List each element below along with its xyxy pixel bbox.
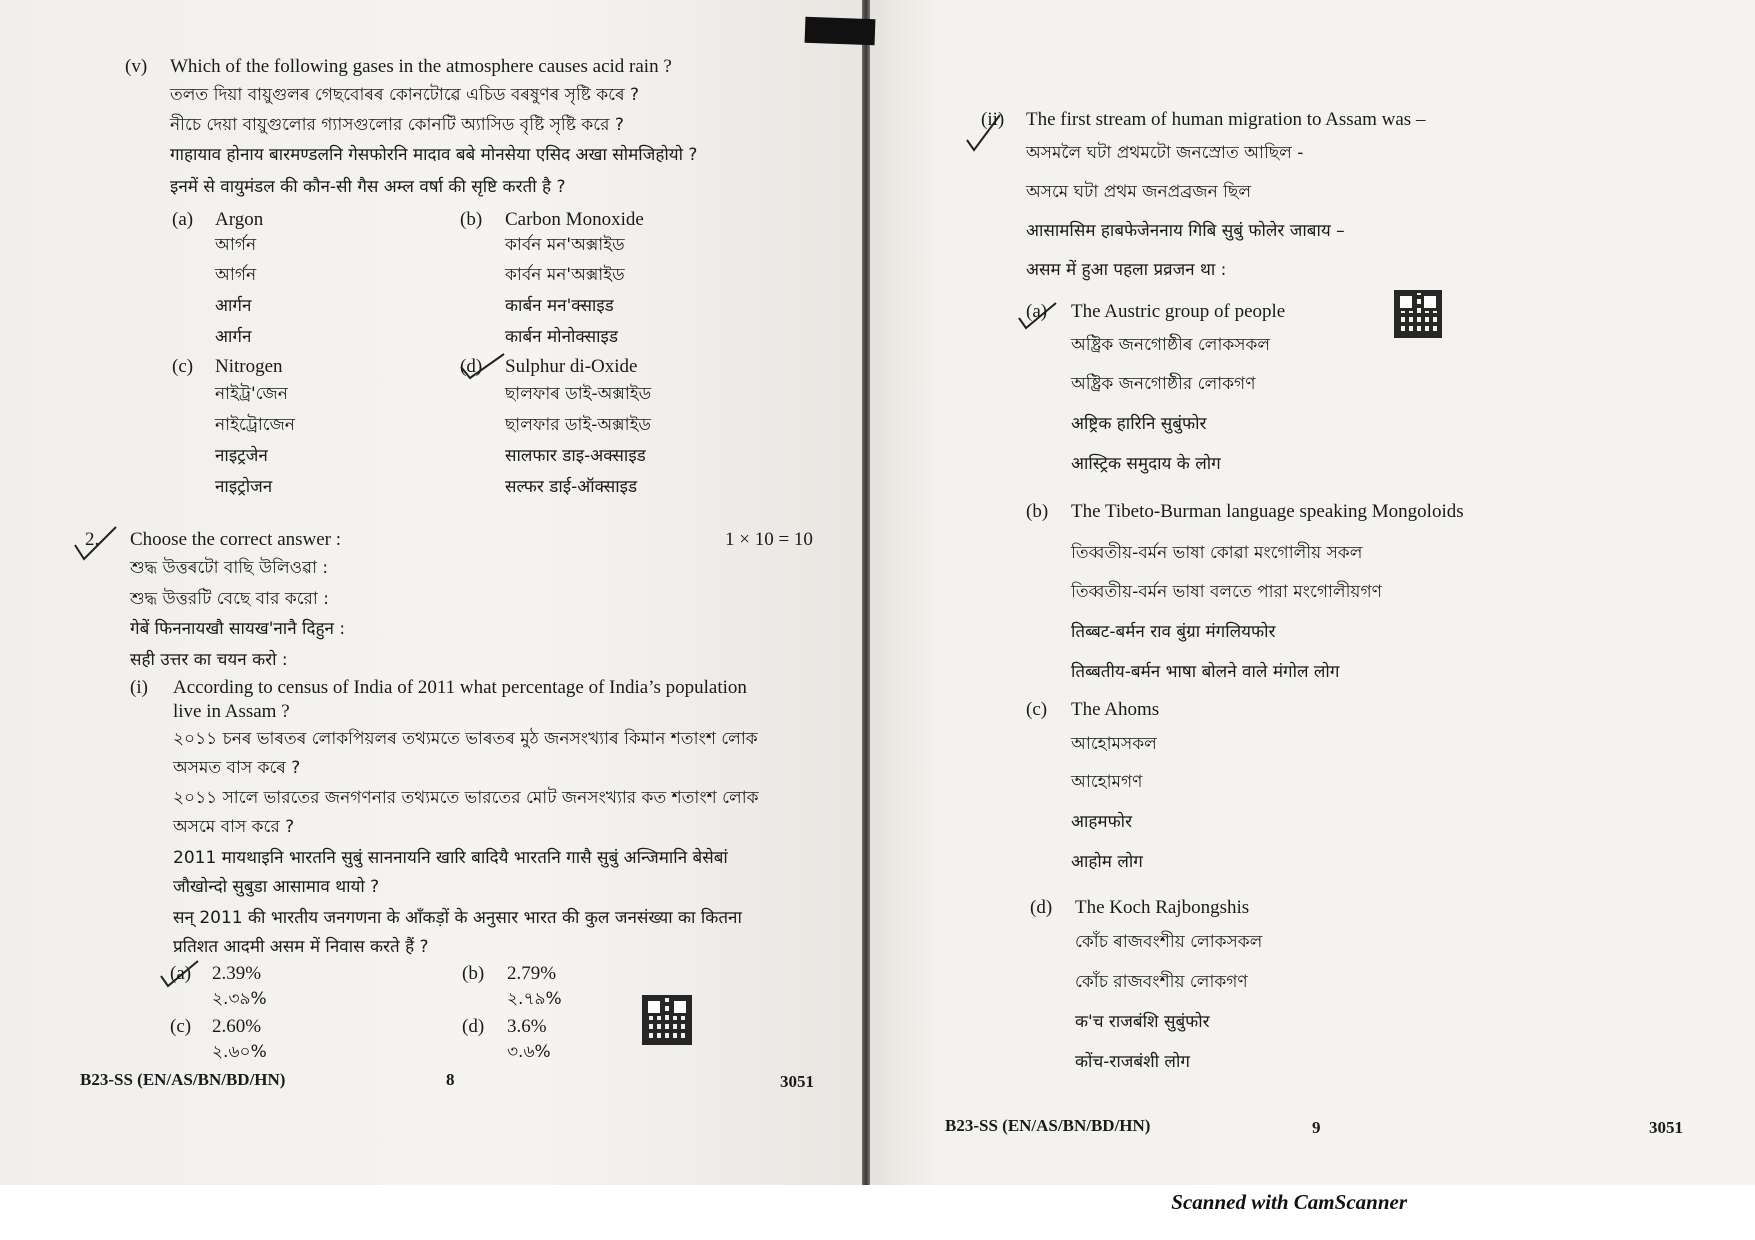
- section-heading: Choose the correct answer :: [130, 529, 342, 550]
- spine-tab-mark: [805, 17, 876, 45]
- option-key: (b): [1026, 501, 1049, 522]
- marks-label: 1 × 10 = 10: [725, 529, 813, 550]
- page-number: 9: [1312, 1118, 1321, 1137]
- option-tr: কাৰ্বন মন'অক্সাইড: [505, 235, 625, 255]
- footer-code: B23-SS (EN/AS/BN/BD/HN): [80, 1070, 286, 1089]
- option-tr: নাইট্রোজেন: [215, 415, 295, 435]
- option-tr: नाइट्रजेन: [215, 446, 268, 466]
- option-key: (a): [1026, 301, 1048, 322]
- option-text: The Tibeto-Burman language speaking Mongoloids: [1071, 501, 1464, 522]
- option-key: (d): [460, 356, 483, 377]
- question-text-bd: 2011 मायथाइनि भारतनि सुबुं साननायनि खारि बादियै भारतनि गासै सुबुं अन्जिमानि बेसेबां: [173, 848, 728, 868]
- option-tr: नाइट्रोजन: [215, 477, 273, 497]
- option-key: (d): [462, 1016, 485, 1037]
- option-tr: कार्बन मन'क्साइड: [505, 296, 614, 316]
- option-value: 2.39%: [212, 963, 262, 984]
- question-text-bd: जौखोन्दो सुबुडा आसामाव थायो ?: [173, 877, 380, 897]
- option-text: Carbon Monoxide: [505, 209, 644, 230]
- option-tr: तिब्बट-बर्मन राव बुंग्रा मंगलियफोर: [1071, 622, 1276, 642]
- option-tr: আহোমগণ: [1071, 772, 1143, 792]
- scanner-watermark: Scanned with CamScanner: [1171, 1190, 1407, 1214]
- option-tr: अष्ट्रिक हारिनि सुबुंफोर: [1071, 414, 1207, 434]
- option-text: The Austric group of people: [1071, 301, 1286, 322]
- question-text-bn: অসমে বাস করে ?: [173, 817, 295, 837]
- question-number: (ii): [981, 109, 1005, 130]
- option-text: Argon: [215, 209, 264, 230]
- option-tr: তিব্বতীয়-বৰ্মন ভাষা কোৱা মংগোলীয় সকল: [1071, 543, 1363, 563]
- option-tr: তিব্বতীয়-বর্মন ভাষা বলতে পারা মংগোলীয়গণ: [1071, 582, 1382, 602]
- qr-code-icon: [1394, 290, 1442, 338]
- question-text-as: তলত দিয়া বায়ুগুলৰ গেছবোৰৰ কোনটোৱে এচিড বৰষুণৰ সৃষ্টি কৰে ?: [170, 85, 639, 105]
- option-tr: कोंच-राजबंशी लोग: [1075, 1052, 1190, 1072]
- option-tr: क'च राजबंशि सुबुंफोर: [1075, 1012, 1210, 1032]
- question-text: According to census of India of 2011 what percentage of India’s population: [173, 677, 747, 698]
- question-text-bd: आसामसिम हाबफेजेननाय गिबि सुबुं फोलेर जाबाय –: [1026, 221, 1345, 241]
- option-tr: ২.৩৯%: [212, 989, 267, 1009]
- question-number: 2.: [85, 529, 100, 550]
- option-tr: आस्ट्रिक समुदाय के लोग: [1071, 454, 1221, 474]
- option-tr: ২.৬০%: [212, 1042, 267, 1062]
- question-text-bn: নীচে দেয়া বায়ুগুলোর গ্যাসগুলোর কোনটি অ্যাসিড বৃষ্টি সৃষ্টি করে ?: [170, 115, 624, 135]
- option-key: (d): [1030, 897, 1053, 918]
- option-value: 3.6%: [507, 1016, 547, 1037]
- heading-tr: सही उत्तर का चयन करो :: [130, 650, 288, 670]
- option-text: Nitrogen: [215, 356, 283, 377]
- option-tr: অষ্ট্ৰিক জনগোষ্ঠীৰ লোকসকল: [1071, 335, 1271, 355]
- book-spine: [862, 0, 870, 1185]
- option-tr: আহোমসকল: [1071, 734, 1157, 754]
- left-page: [0, 0, 866, 1185]
- question-text-hn: इनमें से वायुमंडल की कौन-सी गैस अम्ल वर्षा की सृष्टि करती है ?: [170, 177, 566, 197]
- option-tr: ছালফাৰ ডাই-অক্সাইড: [505, 384, 652, 404]
- paper-number: 3051: [780, 1072, 814, 1091]
- heading-tr: শুদ্ধ উত্তৰটো বাছি উলিওৱা :: [130, 558, 329, 578]
- option-tr: कार्बन मोनोक्साइड: [505, 327, 618, 347]
- option-key: (c): [172, 356, 194, 377]
- option-key: (b): [462, 963, 485, 984]
- option-tr: কার্বন মন'অক্সাইড: [505, 265, 625, 285]
- pen-tick-mark-icon: [458, 352, 508, 382]
- question-text: live in Assam ?: [173, 701, 290, 722]
- question-text-as: অসমলৈ ঘটা প্ৰথমটো জনস্ৰোত আছিল -: [1026, 143, 1304, 163]
- qr-code-icon: [642, 995, 692, 1045]
- heading-tr: শুদ্ধ উত্তরটি বেছে বার করো :: [130, 589, 329, 609]
- option-key: (a): [170, 963, 192, 984]
- option-tr: तिब्बतीय-बर्मन भाषा बोलने वाले मंगोल लोग: [1071, 662, 1340, 682]
- option-tr: অষ্ট্রিক জনগোষ্ঠীর লোকগণ: [1071, 374, 1256, 394]
- option-key: (a): [172, 209, 194, 230]
- option-tr: কোঁচ রাজবংশীয় লোকগণ: [1075, 972, 1248, 992]
- option-key: (c): [1026, 699, 1048, 720]
- option-text: The Koch Rajbongshis: [1075, 897, 1250, 918]
- option-tr: নাইট্ৰ'জেন: [215, 384, 288, 404]
- page-number: 8: [446, 1070, 455, 1089]
- option-value: 2.60%: [212, 1016, 262, 1037]
- option-tr: ২.৭৯%: [507, 989, 562, 1009]
- footer-code: B23-SS (EN/AS/BN/BD/HN): [945, 1116, 1151, 1135]
- option-tr: सल्फर डाई-ऑक्साइड: [505, 477, 638, 497]
- option-text: The Ahoms: [1071, 699, 1160, 720]
- question-text-as: ২০১১ চনৰ ভাৰতৰ লোকপিয়লৰ তথ্যমতে ভাৰতৰ মুঠ জনসংখ্যাৰ কিমান শতাংশ লোক: [173, 729, 758, 749]
- option-value: 2.79%: [507, 963, 557, 984]
- option-key: (c): [170, 1016, 192, 1037]
- question-text-hn: सन् 2011 की भारतीय जनगणना के आँकड़ों के अनुसार भारत की कुल जनसंख्या का कितना: [173, 908, 742, 928]
- option-tr: আৰ্গন: [215, 265, 257, 285]
- option-tr: ছালফার ডাই-অক্সাইড: [505, 415, 651, 435]
- heading-tr: गेबें फिननायखौ सायख'नानै दिहुन :: [130, 619, 346, 639]
- question-text-bd: गाहायाव होनाय बारमण्डलनि गेसफोरनि मादाव बबे मोनसेया एसिद अखा सोमजिहोयो ?: [170, 145, 698, 165]
- question-text: The first stream of human migration to Assam was –: [1026, 109, 1426, 130]
- option-tr: आर्गन: [215, 327, 252, 347]
- question-text-bn: অসমে ঘটা প্রথম জনপ্রব্রজন ছিল: [1026, 182, 1251, 202]
- option-tr: ৩.৬%: [507, 1042, 551, 1062]
- question-text-hn: असम में हुआ पहला प्रव्रजन था :: [1026, 260, 1227, 280]
- option-tr: কোঁচ ৰাজবংশীয় লোকসকল: [1075, 932, 1263, 952]
- option-tr: सालफार डाइ-अक्साइड: [505, 446, 646, 466]
- question-number: (i): [130, 677, 148, 698]
- question-text-bn: ২০১১ সালে ভারতের জনগণনার তথ্যমতে ভারতের মোট জনসংখ্যার কত শতাংশ লোক: [173, 788, 759, 808]
- question-text-hn: प्रतिशत आदमी असम में निवास करते हैं ?: [173, 937, 429, 957]
- option-tr: आहोम लोग: [1071, 852, 1143, 872]
- option-key: (b): [460, 209, 483, 230]
- question-text-as: অসমত বাস কৰে ?: [173, 758, 301, 778]
- option-tr: आर्गन: [215, 296, 252, 316]
- question-text: Which of the following gases in the atmosphere causes acid rain ?: [170, 56, 672, 77]
- right-page: [866, 0, 1755, 1185]
- option-tr: आहमफोर: [1071, 812, 1133, 832]
- paper-number: 3051: [1649, 1118, 1683, 1137]
- option-text: Sulphur di-Oxide: [505, 356, 638, 377]
- option-tr: আৰ্গন: [215, 235, 257, 255]
- question-number: (v): [125, 56, 148, 77]
